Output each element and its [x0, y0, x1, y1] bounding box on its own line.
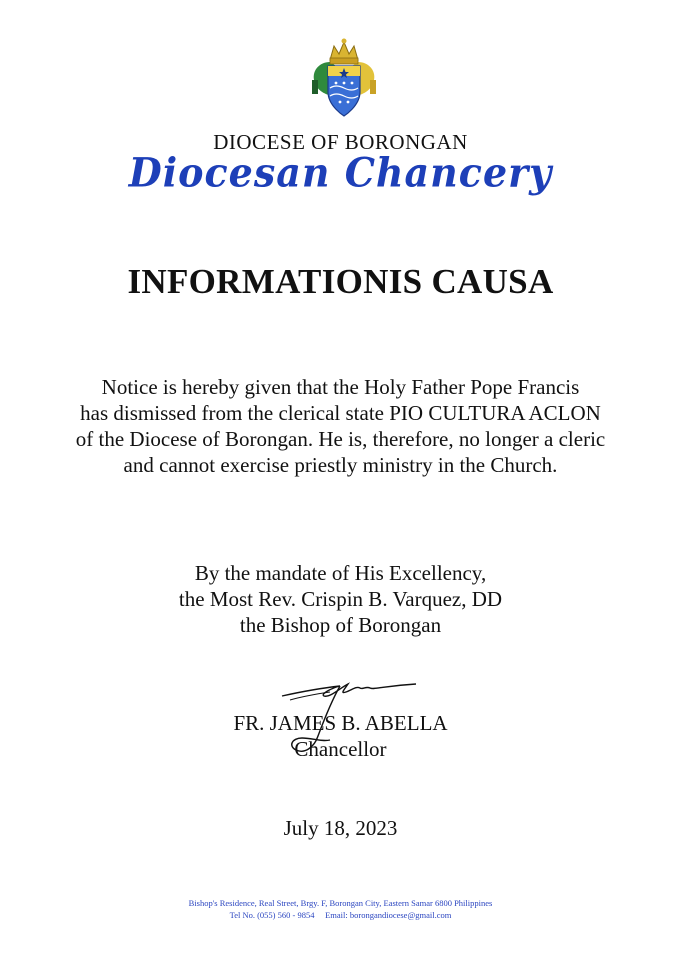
- footer: [0, 897, 681, 921]
- mandate-paragraph: [0, 560, 681, 638]
- signer-name: FR. JAMES B. ABELLA: [233, 711, 448, 735]
- office-title: Diocesan Chancery: [128, 148, 553, 197]
- notice-line: Notice is hereby given that the Holy Father Pope Francis: [101, 375, 580, 399]
- document-title: INFORMATIONIS CAUSA: [127, 262, 554, 301]
- notice-paragraph: [40, 374, 641, 478]
- diocese-name: DIOCESE OF BORONGAN: [213, 130, 468, 154]
- signer-block: [0, 710, 681, 762]
- notice-line: has dismissed from the clerical state PIO CULTURA ACLON: [80, 401, 601, 425]
- notice-line: of the Diocese of Borongan. He is, therefore, no longer a cleric: [75, 427, 606, 451]
- footer-address: Bishop's Residence, Real Street, Brgy. F, Borongan City, Eastern Samar 6800 Philippines: [188, 898, 493, 908]
- signer-position: Chancellor: [294, 737, 387, 761]
- diocese-crest-logo: [306, 36, 382, 122]
- notice-line: and cannot exercise priestly ministry in the Church.: [123, 453, 558, 477]
- mandate-line: the Bishop of Borongan: [239, 613, 442, 637]
- mandate-line: By the mandate of His Excellency,: [194, 561, 487, 585]
- footer-contact: Tel No. (055) 560 - 9854 Email: borongandiocese@gmail.com: [229, 910, 452, 920]
- mandate-line: the Most Rev. Crispin B. Varquez, DD: [178, 587, 503, 611]
- document-date: July 18, 2023: [283, 816, 398, 840]
